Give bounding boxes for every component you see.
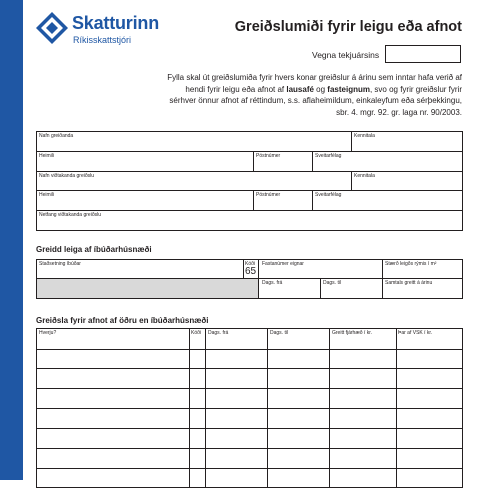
housing-kodi-label: Kóði <box>245 261 256 267</box>
recipient-email-label: Netfang viðtakanda greiðslu <box>39 212 101 218</box>
col-date-to-label: Dags. til <box>270 330 289 336</box>
year-label: Vegna tekjuársins <box>312 50 380 60</box>
other-section-title: Greiðsla fyrir afnot af öðru en íbúðarhúsnæði <box>36 316 209 325</box>
recipient-municipality-label: Sveitarfélag <box>315 192 342 198</box>
table-row[interactable] <box>37 469 462 480</box>
recipient-address-field[interactable] <box>37 191 252 209</box>
table-row[interactable] <box>37 389 462 407</box>
table-row[interactable] <box>37 449 462 467</box>
payer-name-field[interactable] <box>37 132 350 150</box>
housing-location-label: Staðsetning íbúðar <box>39 261 81 267</box>
payer-kennitala-label: Kennitala <box>354 133 375 139</box>
recipient-kennitala-label: Kennitala <box>354 173 375 179</box>
col-kodi-label: Kóði <box>191 330 202 336</box>
payer-address-label: Heimili <box>39 153 54 159</box>
year-input[interactable] <box>385 45 461 63</box>
col-amount-label: Greitt fjárhæð í kr. <box>332 330 373 336</box>
col-date-from-label: Dags. frá <box>208 330 229 336</box>
recipient-address-label: Heimili <box>39 192 54 198</box>
housing-date-to-label: Dags. til <box>323 280 342 286</box>
recipient-name-label: Nafn viðtakanda greiðslu <box>39 173 95 179</box>
col-vat-label: Þar af VSK í kr. <box>398 330 433 336</box>
col-hverju-label: Hverju? <box>39 330 57 336</box>
table-row[interactable] <box>37 369 462 387</box>
form-title: Greiðslumiði fyrir leigu eða afnot <box>234 19 462 35</box>
housing-property-label: Fastanúmer eignar <box>262 261 304 267</box>
table-row[interactable] <box>37 429 462 447</box>
payer-postal-label: Póstnúmer <box>256 153 281 159</box>
payer-municipality-label: Sveitarfélag <box>315 153 342 159</box>
table-row[interactable] <box>37 350 462 367</box>
s-logo-icon <box>35 11 69 45</box>
brand-name: Skatturinn <box>72 13 160 33</box>
payer-address-field[interactable] <box>37 152 252 170</box>
blue-sidebar <box>0 0 23 480</box>
housing-total-label: Samtals greitt á árinu <box>385 280 433 286</box>
skatturinn-logo <box>35 11 175 47</box>
payer-name-label: Nafn greiðanda <box>39 133 74 139</box>
housing-size-label: Stærð leigðs rýmis í m² <box>385 261 437 267</box>
brand-subtitle: Ríkisskattstjóri <box>73 35 132 45</box>
recipient-postal-label: Póstnúmer <box>256 192 281 198</box>
intro-text: Fylla skal út greiðslumiða fyrir hvers konar greiðslur á árinu sem inntar hafa verið af hendi fyrir leigu eða afnot af lausafé og fasteignum, svo og fyrir greiðslur fyrir sérhver önnur afnot af réttindum, s.s. aflaheimildum, einkaleyfum eða sérþekkingu, sbr. 4. mgr. 92. gr. laga nr. 90/2003. <box>167 73 462 117</box>
table-row[interactable] <box>37 409 462 427</box>
housing-section-title: Greidd leiga af íbúðarhúsnæði <box>36 245 152 254</box>
housing-kodi-value: 65 <box>245 266 257 277</box>
housing-date-from-label: Dags. frá <box>262 280 283 286</box>
